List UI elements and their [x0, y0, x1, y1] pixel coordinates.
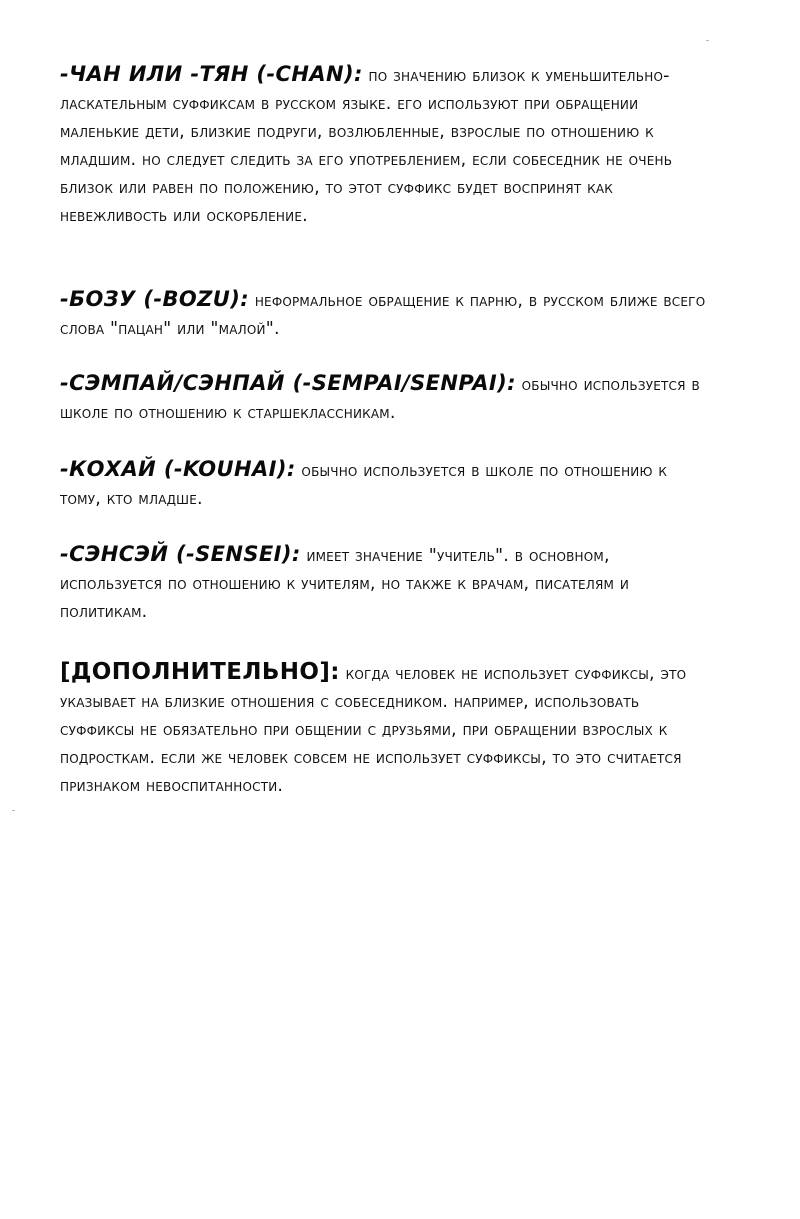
entry-description: по значению близок к уменьшительно-ласкательным суффиксам в русском языке. его используют при обращении маленькие дети, близкие подруги, возлюбленные, взрослые по отношению к младшим. но следует следить за его употреблением, если собеседник не очень близок или равен по положению, то этот суффикс будет воспринят как невежливость или оскорбление. — [60, 66, 673, 226]
entry-term: [ДОПОЛНИТЕЛЬНО]: — [60, 659, 340, 685]
entry-description: неформальное обращение к парню, в русском ближе всего слова "пацан" или "малой". — [60, 291, 706, 339]
scan-speck — [12, 810, 15, 811]
entry-bozu — [60, 285, 710, 343]
entry-term: -ЧАН ИЛИ -ТЯН (-CHAN): — [60, 62, 363, 86]
entry-term: -БОЗУ (-BOZU): — [60, 287, 250, 311]
entry-chan — [60, 60, 710, 230]
entry-additional — [60, 658, 710, 800]
scan-speck — [706, 40, 709, 41]
entry-term: -СЭМПАЙ/СЭНПАЙ (-SEMPAI/SENPAI): — [60, 371, 516, 395]
entry-description: обычно используется в школе по отношению к тому, кто младше. — [60, 461, 668, 509]
entry-description: имеет значение "учитель". в основном, используется по отношению к учителям, но также к врачам, писателям и политикам. — [60, 546, 630, 622]
entry-sempai — [60, 369, 710, 427]
entry-term: -КОХАЙ (-KOUHAI): — [60, 457, 296, 481]
entry-term: -СЭНСЭЙ (-SENSEI): — [60, 542, 301, 566]
entry-description: обычно используется в школе по отношению к старшеклассникам. — [60, 375, 700, 423]
entry-description: когда человек не использует суффиксы, это указывает на близкие отношения с собеседником. например, использовать суффиксы не обязательно при общении с друзьями, при обращении взрослых к подросткам. если же человек совсем не использует суффиксы, то это считается признаком невоспитанности. — [60, 664, 687, 796]
entry-sensei — [60, 540, 710, 626]
entry-kouhai — [60, 455, 710, 513]
